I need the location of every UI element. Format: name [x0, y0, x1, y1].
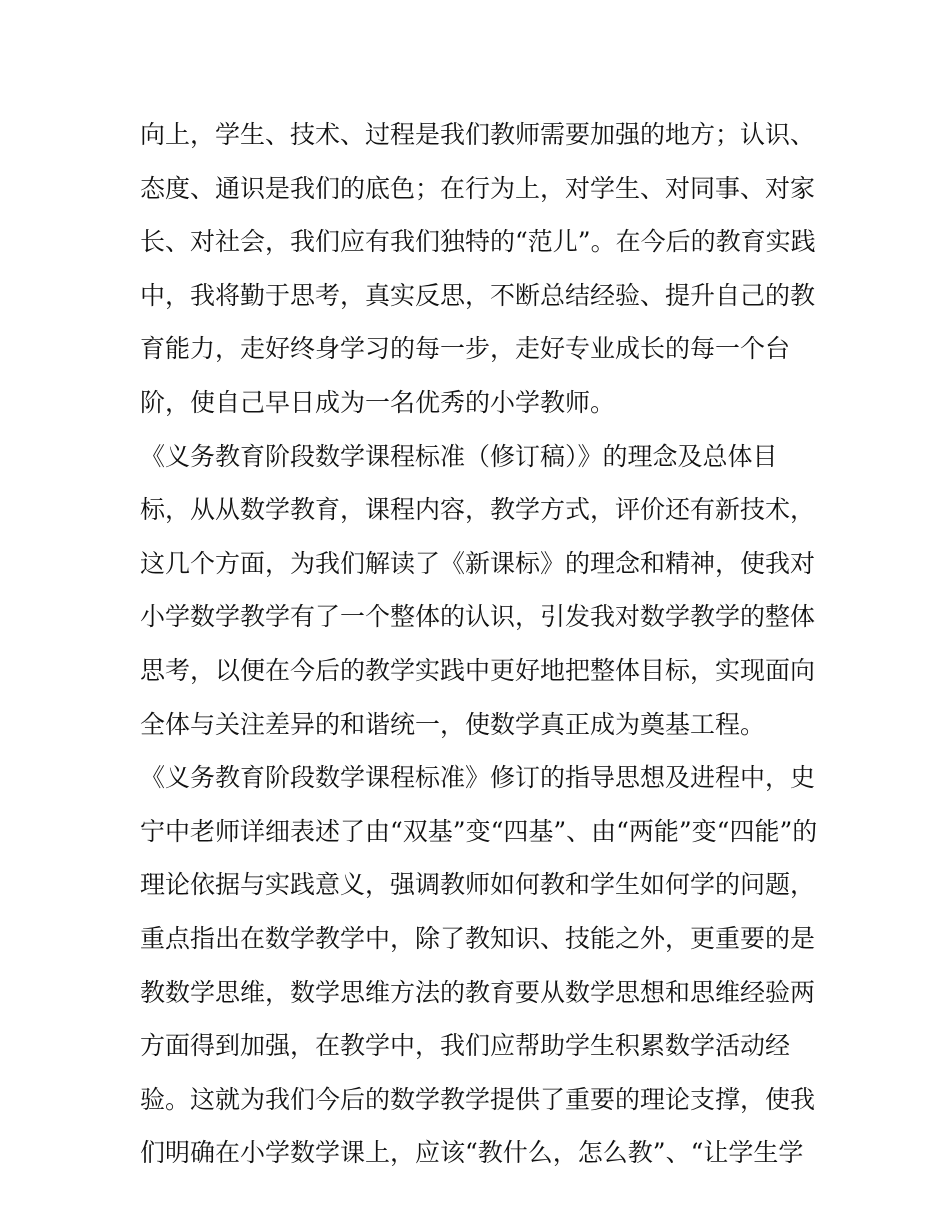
- text-line: 《义务教育阶段数学课程标准（修订稿）》的理念及总体目: [140, 441, 778, 471]
- text-line: 宁中老师详细表述了由“双基”变“四基”、由“两能”变“四能”的: [140, 816, 818, 846]
- text-line: 思考，以便在今后的教学实践中更好地把整体目标，实现面向: [140, 655, 816, 685]
- text-line: 长、对社会，我们应有我们独特的“范儿”。在今后的教育实践: [140, 227, 816, 257]
- text-line: 标，从从数学教育，课程内容，教学方式，评价还有新技术，: [140, 495, 816, 525]
- text-line: 这几个方面，为我们解读了《新课标》的理念和精神，使我对: [140, 548, 816, 578]
- text-line: 小学数学教学有了一个整体的认识，引发我对数学教学的整体: [140, 602, 816, 632]
- text-line: 方面得到加强，在教学中，我们应帮助学生积累数学活动经: [140, 1031, 791, 1061]
- document-text-body: [140, 108, 820, 1180]
- text-line: 理论依据与实践意义，强调教师如何教和学生如何学的问题，: [140, 870, 816, 900]
- text-line: 育能力，走好终身学习的每一步，走好专业成长的每一个台: [140, 334, 791, 364]
- text-line: 重点指出在数学教学中，除了教知识、技能之外，更重要的是: [140, 923, 816, 953]
- text-line: 阶，使自己早日成为一名优秀的小学教师。: [140, 387, 616, 417]
- text-line: 教数学思维，数学思维方法的教育要从数学思想和思维经验两: [140, 977, 816, 1007]
- text-line: 《义务教育阶段数学课程标准》修订的指导思想及进程中，史: [140, 763, 816, 793]
- text-line: 中，我将勤于思考，真实反思，不断总结经验、提升自己的教: [140, 280, 816, 310]
- text-line: 们明确在小学数学课上，应该“教什么，怎么教”、“让学生学: [140, 1138, 804, 1168]
- text-line: 全体与关注差异的和谐统一，使数学真正成为奠基工程。: [140, 709, 766, 739]
- text-line: 验。这就为我们今后的数学教学提供了重要的理论支撑，使我: [140, 1084, 816, 1114]
- text-line: 态度、通识是我们的底色；在行为上，对学生、对同事、对家: [140, 173, 816, 203]
- text-line: 向上，学生、技术、过程是我们教师需要加强的地方；认识、: [140, 120, 816, 149]
